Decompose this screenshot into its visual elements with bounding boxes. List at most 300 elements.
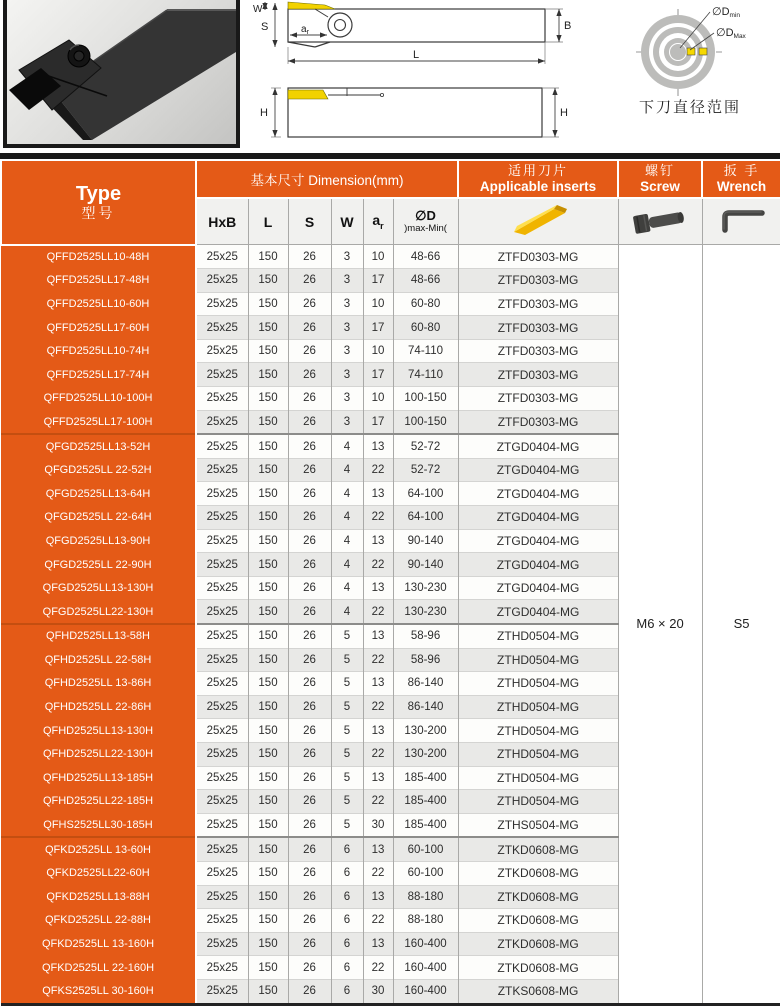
insert-cell: ZTHD0504-MG	[458, 742, 618, 766]
type-cell: QFGD2525LL 22-64H	[1, 506, 196, 530]
w-cell: 6	[331, 956, 363, 980]
type-cell: QFHD2525LL13-58H	[1, 624, 196, 648]
s-cell: 26	[288, 387, 331, 411]
insert-cell: ZTHD0504-MG	[458, 672, 618, 696]
dimension-header: 基本尺寸 Dimension(mm)	[196, 160, 458, 198]
hxb-cell: 25x25	[196, 956, 248, 980]
table-row	[1, 245, 780, 269]
subheader-s: S	[288, 198, 331, 245]
ar-cell: 22	[363, 742, 393, 766]
svg-text:ar: $a_r$	[301, 24, 309, 36]
s-cell: 26	[288, 410, 331, 434]
ar-cell: 22	[363, 790, 393, 814]
hxb-cell: 25x25	[196, 837, 248, 861]
l-cell: 150	[248, 909, 288, 933]
type-cell: QFHD2525LL 13-86H	[1, 672, 196, 696]
insert-cell: ZTGD0404-MG	[458, 576, 618, 600]
s-cell: 26	[288, 648, 331, 672]
dim-label-w: W	[253, 4, 263, 15]
d-cell: 88-180	[393, 885, 458, 909]
d-cell: 160-400	[393, 932, 458, 956]
wrench-icon-cell	[702, 198, 780, 245]
l-cell: 150	[248, 363, 288, 387]
l-cell: 150	[248, 576, 288, 600]
type-cell: QFKS2525LL 30-160H	[1, 979, 196, 1004]
insert-cell: ZTFD0303-MG	[458, 339, 618, 363]
ar-cell: 22	[363, 648, 393, 672]
svg-text:∅Dmin: ∅Dmin	[712, 6, 741, 19]
carbide-insert-icon	[502, 204, 574, 236]
w-cell: 3	[331, 316, 363, 340]
l-cell: 150	[248, 719, 288, 743]
l-cell: 150	[248, 434, 288, 458]
insert-cell: ZTKS0608-MG	[458, 979, 618, 1004]
spec-table	[0, 159, 780, 1006]
d-cell: 60-100	[393, 837, 458, 861]
s-cell: 26	[288, 363, 331, 387]
w-cell: 5	[331, 790, 363, 814]
hxb-cell: 25x25	[196, 742, 248, 766]
ar-cell: 22	[363, 506, 393, 530]
l-cell: 150	[248, 506, 288, 530]
l-cell: 150	[248, 813, 288, 837]
hxb-cell: 25x25	[196, 553, 248, 577]
d-cell: 90-140	[393, 529, 458, 553]
dim-label-ar: a	[301, 24, 307, 35]
insert-cell: ZTGD0404-MG	[458, 600, 618, 624]
hxb-cell: 25x25	[196, 482, 248, 506]
s-cell: 26	[288, 695, 331, 719]
d-cell: 160-400	[393, 979, 458, 1004]
s-cell: 26	[288, 553, 331, 577]
wrench-header-en: Wrench	[716, 179, 767, 194]
w-cell: 6	[331, 861, 363, 885]
l-cell: 150	[248, 292, 288, 316]
type-cell: QFKD2525LL 13-160H	[1, 932, 196, 956]
s-cell: 26	[288, 861, 331, 885]
s-cell: 26	[288, 813, 331, 837]
l-cell: 150	[248, 742, 288, 766]
type-header-en: Type	[75, 182, 122, 205]
l-cell: 150	[248, 790, 288, 814]
hxb-cell: 25x25	[196, 790, 248, 814]
s-cell: 26	[288, 837, 331, 861]
l-cell: 150	[248, 245, 288, 269]
subheader-w: W	[331, 198, 363, 245]
ar-cell: 22	[363, 861, 393, 885]
insert-cell: ZTKD0608-MG	[458, 837, 618, 861]
type-cell: QFGD2525LL 22-90H	[1, 553, 196, 577]
d-cell: 185-400	[393, 813, 458, 837]
insert-cell: ZTFD0303-MG	[458, 316, 618, 340]
d-cell: 52-72	[393, 434, 458, 458]
screw-header-en: Screw	[640, 179, 680, 194]
hxb-cell: 25x25	[196, 719, 248, 743]
d-cell: 130-200	[393, 742, 458, 766]
s-cell: 26	[288, 719, 331, 743]
hxb-cell: 25x25	[196, 672, 248, 696]
l-cell: 150	[248, 885, 288, 909]
w-cell: 3	[331, 387, 363, 411]
d-cell: 160-400	[393, 956, 458, 980]
type-cell: QFFD2525LL10-74H	[1, 339, 196, 363]
w-cell: 3	[331, 292, 363, 316]
insert-cell: ZTGD0404-MG	[458, 482, 618, 506]
l-cell: 150	[248, 316, 288, 340]
subheader-l: L	[248, 198, 288, 245]
l-cell: 150	[248, 932, 288, 956]
type-cell: QFFD2525LL17-100H	[1, 410, 196, 434]
dim-label-h-left: H	[260, 107, 268, 119]
ar-cell: 10	[363, 387, 393, 411]
wrench-header-cn: 扳 手	[723, 163, 760, 178]
l-cell: 150	[248, 410, 288, 434]
ar-cell: 22	[363, 553, 393, 577]
ar-cell: 30	[363, 813, 393, 837]
technical-drawing	[245, 0, 575, 152]
d-cell: 130-230	[393, 600, 458, 624]
s-cell: 26	[288, 458, 331, 482]
subheader-hxb: HxB	[196, 198, 248, 245]
ar-cell: 22	[363, 600, 393, 624]
s-cell: 26	[288, 269, 331, 293]
l-cell: 150	[248, 979, 288, 1004]
insert-cell: ZTFD0303-MG	[458, 387, 618, 411]
s-cell: 26	[288, 979, 331, 1004]
s-cell: 26	[288, 576, 331, 600]
ar-cell: 13	[363, 529, 393, 553]
dim-label-l: L	[413, 49, 420, 61]
ar-cell: 13	[363, 885, 393, 909]
type-cell: QFKD2525LL22-60H	[1, 861, 196, 885]
inserts-header-en: Applicable inserts	[479, 179, 597, 194]
type-cell: QFGD2525LL 22-52H	[1, 458, 196, 482]
hxb-cell: 25x25	[196, 885, 248, 909]
type-cell: QFHS2525LL30-185H	[1, 813, 196, 837]
w-cell: 5	[331, 624, 363, 648]
d-cell: 90-140	[393, 553, 458, 577]
insert-cell: ZTKD0608-MG	[458, 956, 618, 980]
hxb-cell: 25x25	[196, 979, 248, 1004]
s-cell: 26	[288, 885, 331, 909]
d-cell: 60-80	[393, 316, 458, 340]
insert-cell: ZTKD0608-MG	[458, 909, 618, 933]
l-cell: 150	[248, 672, 288, 696]
hxb-cell: 25x25	[196, 695, 248, 719]
ar-cell: 22	[363, 956, 393, 980]
d-cell: 60-100	[393, 861, 458, 885]
hxb-cell: 25x25	[196, 624, 248, 648]
w-cell: 5	[331, 766, 363, 790]
w-cell: 5	[331, 672, 363, 696]
type-cell: QFGD2525LL22-130H	[1, 600, 196, 624]
screw-header	[618, 160, 702, 198]
d-cell: 58-96	[393, 624, 458, 648]
dim-label-b: B	[564, 20, 572, 32]
type-cell: QFFD2525LL17-74H	[1, 363, 196, 387]
w-cell: 6	[331, 837, 363, 861]
ar-cell: 13	[363, 624, 393, 648]
insert-cell: ZTHD0504-MG	[458, 790, 618, 814]
wrench-value-cell: S5	[702, 245, 780, 1005]
insert-cell: ZTFD0303-MG	[458, 363, 618, 387]
insert-cell: ZTGD0404-MG	[458, 529, 618, 553]
diagram-caption: 下刀直径范围	[638, 98, 742, 116]
ar-cell: 13	[363, 932, 393, 956]
d-cell: 74-110	[393, 363, 458, 387]
w-cell: 4	[331, 482, 363, 506]
type-cell: QFFD2525LL17-60H	[1, 316, 196, 340]
insert-cell: ZTHS0504-MG	[458, 813, 618, 837]
d-cell: 130-200	[393, 719, 458, 743]
hxb-cell: 25x25	[196, 363, 248, 387]
insert-cell: ZTHD0504-MG	[458, 648, 618, 672]
type-cell: QFKD2525LL 22-88H	[1, 909, 196, 933]
w-cell: 6	[331, 932, 363, 956]
inserts-header-cn: 适用刀片	[508, 163, 569, 178]
insert-cell: ZTKD0608-MG	[458, 932, 618, 956]
hxb-cell: 25x25	[196, 387, 248, 411]
l-cell: 150	[248, 837, 288, 861]
concentric-circles-diagram	[598, 0, 780, 122]
screw-header-cn: 螺钉	[645, 163, 676, 178]
hxb-cell: 25x25	[196, 861, 248, 885]
hxb-cell: 25x25	[196, 269, 248, 293]
s-cell: 26	[288, 339, 331, 363]
s-cell: 26	[288, 434, 331, 458]
product-photo	[3, 0, 240, 148]
type-cell: QFKD2525LL 13-60H	[1, 837, 196, 861]
hxb-cell: 25x25	[196, 529, 248, 553]
type-cell: QFGD2525LL13-52H	[1, 434, 196, 458]
s-cell: 26	[288, 316, 331, 340]
w-cell: 4	[331, 506, 363, 530]
hxb-cell: 25x25	[196, 932, 248, 956]
l-cell: 150	[248, 387, 288, 411]
d-cell: 48-66	[393, 269, 458, 293]
type-cell: QFKD2525LL 22-160H	[1, 956, 196, 980]
type-cell: QFFD2525LL10-48H	[1, 245, 196, 269]
ar-cell: 17	[363, 269, 393, 293]
w-cell: 3	[331, 269, 363, 293]
d-max-label: ∅D	[716, 27, 734, 39]
svg-text:∅DMax: ∅DMax	[716, 27, 746, 40]
hex-wrench-icon	[713, 206, 771, 234]
s-cell: 26	[288, 506, 331, 530]
ar-cell: 13	[363, 576, 393, 600]
cap-screw-icon	[628, 205, 692, 235]
ar-cell: 30	[363, 979, 393, 1004]
d-cell: 52-72	[393, 458, 458, 482]
s-cell: 26	[288, 742, 331, 766]
d-cell: 185-400	[393, 790, 458, 814]
dim-label-s: S	[261, 21, 269, 33]
ar-cell: 13	[363, 719, 393, 743]
ar-cell: 10	[363, 245, 393, 269]
s-cell: 26	[288, 790, 331, 814]
w-cell: 6	[331, 979, 363, 1004]
s-cell: 26	[288, 292, 331, 316]
l-cell: 150	[248, 553, 288, 577]
insert-cell: ZTKD0608-MG	[458, 885, 618, 909]
s-cell: 26	[288, 245, 331, 269]
type-cell: QFGD2525LL13-64H	[1, 482, 196, 506]
w-cell: 5	[331, 648, 363, 672]
s-cell: 26	[288, 672, 331, 696]
w-cell: 5	[331, 742, 363, 766]
table-body	[1, 245, 780, 1005]
ar-cell: 22	[363, 458, 393, 482]
ar-cell: 13	[363, 766, 393, 790]
type-cell: QFKD2525LL13-88H	[1, 885, 196, 909]
type-cell: QFHD2525LL 22-86H	[1, 695, 196, 719]
w-cell: 4	[331, 434, 363, 458]
insert-cell: ZTFD0303-MG	[458, 269, 618, 293]
s-cell: 26	[288, 932, 331, 956]
tool-holder-photo-art	[7, 0, 236, 144]
hxb-cell: 25x25	[196, 339, 248, 363]
hxb-cell: 25x25	[196, 506, 248, 530]
ar-cell: 22	[363, 695, 393, 719]
s-cell: 26	[288, 600, 331, 624]
s-cell: 26	[288, 766, 331, 790]
insert-mark-outer	[699, 48, 707, 55]
l-cell: 150	[248, 482, 288, 506]
insert-cell: ZTGD0404-MG	[458, 506, 618, 530]
wrench-header	[702, 160, 780, 198]
ar-cell: 10	[363, 292, 393, 316]
w-cell: 4	[331, 529, 363, 553]
l-cell: 150	[248, 600, 288, 624]
d-cell: 64-100	[393, 506, 458, 530]
dimension-drawings	[245, 0, 575, 152]
inserts-header	[458, 160, 618, 198]
type-cell: QFHD2525LL22-185H	[1, 790, 196, 814]
l-cell: 150	[248, 766, 288, 790]
ar-cell: 13	[363, 837, 393, 861]
w-cell: 6	[331, 909, 363, 933]
hxb-cell: 25x25	[196, 813, 248, 837]
type-header	[1, 160, 196, 245]
type-cell: QFHD2525LL13-185H	[1, 766, 196, 790]
ar-cell: 13	[363, 672, 393, 696]
s-cell: 26	[288, 529, 331, 553]
l-cell: 150	[248, 624, 288, 648]
d-cell: 64-100	[393, 482, 458, 506]
hxb-cell: 25x25	[196, 245, 248, 269]
type-cell: QFFD2525LL10-100H	[1, 387, 196, 411]
l-cell: 150	[248, 861, 288, 885]
l-cell: 150	[248, 339, 288, 363]
w-cell: 4	[331, 553, 363, 577]
d-cell: 100-150	[393, 410, 458, 434]
insert-cell: ZTGD0404-MG	[458, 553, 618, 577]
insert-cell: ZTGD0404-MG	[458, 458, 618, 482]
w-cell: 3	[331, 339, 363, 363]
subheader-ar: $a_r$	[363, 198, 393, 245]
insert-cell: ZTHD0504-MG	[458, 766, 618, 790]
insert-icon-cell	[458, 198, 618, 245]
s-cell: 26	[288, 909, 331, 933]
hxb-cell: 25x25	[196, 576, 248, 600]
l-cell: 150	[248, 458, 288, 482]
insert-cell: ZTGD0404-MG	[458, 434, 618, 458]
dim-label-h-right: H	[560, 107, 568, 119]
diameter-range-diagram	[598, 0, 780, 122]
insert-cell: ZTFD0303-MG	[458, 410, 618, 434]
d-cell: 48-66	[393, 245, 458, 269]
type-header-cn: 型号	[81, 204, 116, 221]
insert-cell: ZTHD0504-MG	[458, 624, 618, 648]
insert-cell: ZTHD0504-MG	[458, 719, 618, 743]
d-min-label: ∅D	[712, 6, 730, 18]
type-cell: QFGD2525LL13-90H	[1, 529, 196, 553]
w-cell: 5	[331, 813, 363, 837]
d-cell: 100-150	[393, 387, 458, 411]
w-cell: 5	[331, 719, 363, 743]
hxb-cell: 25x25	[196, 292, 248, 316]
d-cell: 74-110	[393, 339, 458, 363]
hxb-cell: 25x25	[196, 600, 248, 624]
w-cell: 4	[331, 576, 363, 600]
table-header	[1, 160, 780, 245]
type-cell: QFGD2525LL13-130H	[1, 576, 196, 600]
insert-cell: ZTHD0504-MG	[458, 695, 618, 719]
hxb-cell: 25x25	[196, 410, 248, 434]
screw-icon-cell	[618, 198, 702, 245]
type-cell: QFFD2525LL17-48H	[1, 269, 196, 293]
insert-cell: ZTFD0303-MG	[458, 292, 618, 316]
subheader-d: ∅D )max-Min(	[393, 198, 458, 245]
w-cell: 3	[331, 410, 363, 434]
hxb-cell: 25x25	[196, 909, 248, 933]
w-cell: 6	[331, 885, 363, 909]
s-cell: 26	[288, 956, 331, 980]
ar-cell: 13	[363, 434, 393, 458]
l-cell: 150	[248, 956, 288, 980]
w-cell: 4	[331, 458, 363, 482]
s-cell: 26	[288, 624, 331, 648]
w-cell: 5	[331, 695, 363, 719]
ar-cell: 22	[363, 909, 393, 933]
l-cell: 150	[248, 648, 288, 672]
d-cell: 130-230	[393, 576, 458, 600]
ar-cell: 17	[363, 316, 393, 340]
w-cell: 3	[331, 363, 363, 387]
hxb-cell: 25x25	[196, 316, 248, 340]
hxb-cell: 25x25	[196, 648, 248, 672]
insert-cell: ZTFD0303-MG	[458, 245, 618, 269]
d-cell: 88-180	[393, 909, 458, 933]
l-cell: 150	[248, 695, 288, 719]
s-cell: 26	[288, 482, 331, 506]
ar-cell: 13	[363, 482, 393, 506]
hxb-cell: 25x25	[196, 434, 248, 458]
ar-cell: 17	[363, 410, 393, 434]
l-cell: 150	[248, 529, 288, 553]
hxb-cell: 25x25	[196, 458, 248, 482]
type-cell: QFHD2525LL22-130H	[1, 742, 196, 766]
ar-cell: 17	[363, 363, 393, 387]
type-cell: QFHD2525LL13-130H	[1, 719, 196, 743]
type-cell: QFHD2525LL 22-58H	[1, 648, 196, 672]
d-cell: 58-96	[393, 648, 458, 672]
d-cell: 60-80	[393, 292, 458, 316]
w-cell: 4	[331, 600, 363, 624]
d-cell: 185-400	[393, 766, 458, 790]
ar-cell: 10	[363, 339, 393, 363]
l-cell: 150	[248, 269, 288, 293]
